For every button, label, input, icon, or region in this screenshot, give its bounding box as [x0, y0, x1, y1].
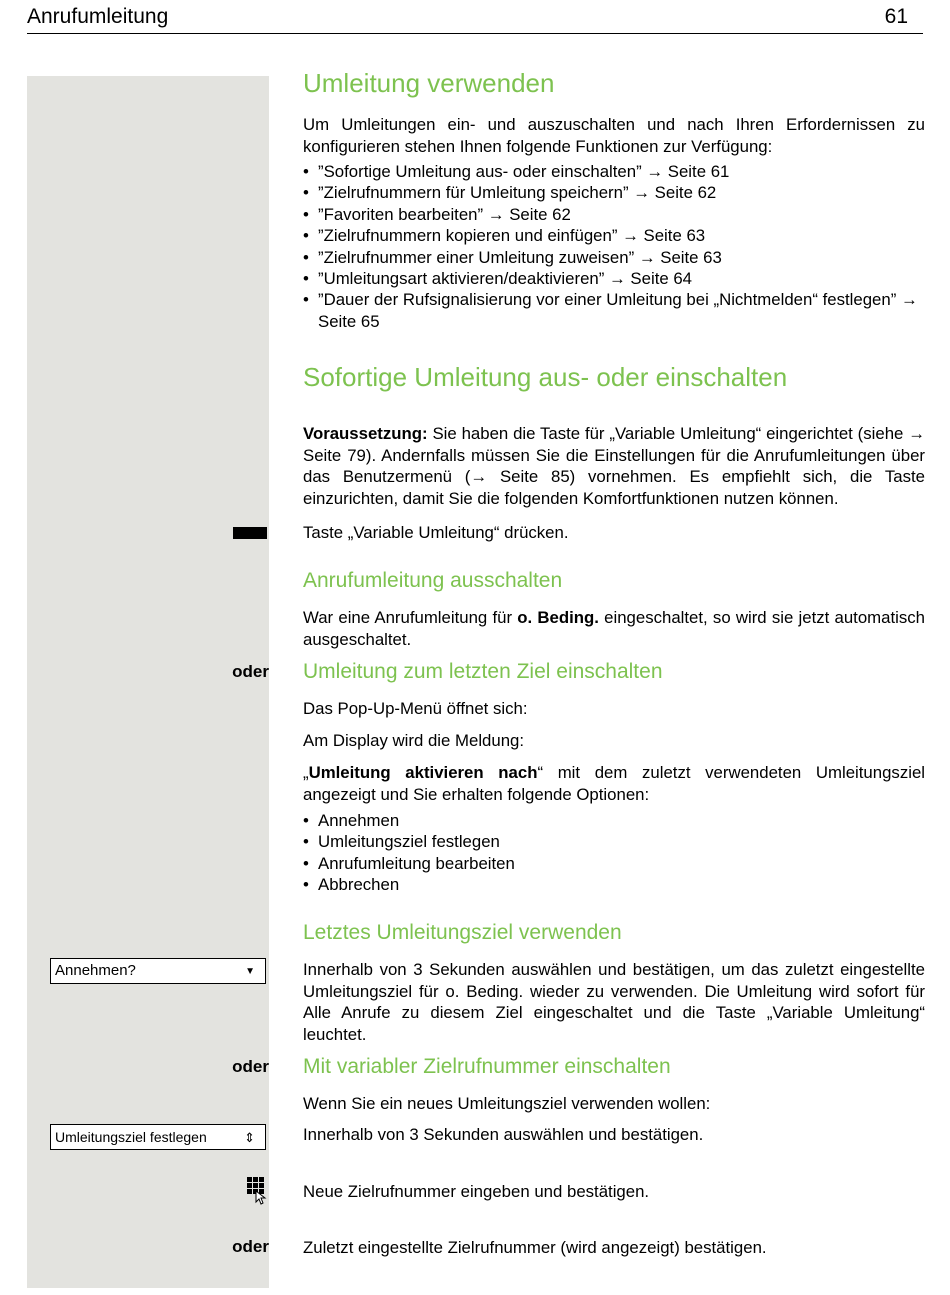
quote-open: „ — [303, 763, 309, 782]
section-intro: Um Umleitungen ein- und auszuschalten und nach Ihren Erfordernissen zu konfigurieren stehen Ihnen folgende Funktionen zur Verfügung: — [303, 115, 925, 156]
prerequisite-paragraph — [303, 423, 925, 509]
prerequisite-label: Voraussetzung: — [303, 424, 428, 443]
variable-text-4: Zuletzt eingestellte Zielrufnummer (wird angezeigt) bestätigen. — [303, 1238, 767, 1257]
subsection-title-letztes-umleitungsziel: Letztes Umleitungsziel verwenden — [303, 921, 622, 944]
function-list — [303, 161, 925, 332]
display-message-rest: “ mit dem zuletzt verwendeten Umleitungsziel angezeigt und Sie erhalten folgende Optionen: — [303, 763, 925, 804]
display-option-label: Annehmen? — [55, 962, 136, 979]
function-list-item: • ”Umleitungsart aktivieren/deaktivieren” → Seite 64 — [303, 268, 925, 289]
option-item: • Umleitungsziel festlegen — [303, 831, 925, 852]
subsection-title-variable-zielrufnummer: Mit variabler Zielrufnummer einschalten — [303, 1055, 671, 1078]
ausschalten-text-a: War eine Anrufumleitung für — [303, 608, 518, 627]
function-list-item: • ”Zielrufnummern für Umleitung speichern” → Seite 62 — [303, 182, 925, 203]
header-rule — [27, 33, 923, 34]
display-option-annehmen[interactable] — [50, 958, 266, 984]
page-number: 61 — [884, 5, 908, 28]
oder-label: oder — [232, 1057, 269, 1076]
subsection-title-letztes-ziel: Umleitung zum letzten Ziel einschalten — [303, 660, 663, 683]
ausschalten-text-b: eingeschaltet, so wird sie jetzt automatisch ausgeschaltet. — [303, 608, 925, 649]
function-list-item: • ”Dauer der Rufsignalisierung vor einer Umleitung bei „Nichtmelden“ festlegen” → Seite 65 — [303, 289, 925, 332]
option-item: • Abbrechen — [303, 874, 925, 895]
ausschalten-text-bold: o. Beding. — [517, 608, 599, 627]
prerequisite-text: Sie haben die Taste für „Variable Umleitung“ eingerichtet (siehe → Seite 79). Andernfalls müssen Sie die Einstellungen für die Anrufumleitungen über das Benutzermenü (→ Seite 85) vornehmen. Es empfiehlt sich, die Taste einzurichten, damit Sie die folgenden Komfortfunktionen nutzen können. — [303, 424, 925, 508]
display-text: Am Display wird die Meldung: — [303, 731, 525, 750]
option-item: • Annehmen — [303, 810, 925, 831]
letztes-ziel-text: Innerhalb von 3 Sekunden auswählen und bestätigen, um das zuletzt eingestellte Umleitungsziel für o. Beding. wieder zu verwenden. Die Umleitung wird sofort für Alle Anrufe zu diesem Ziel eingeschaltet und die Taste „Variable Umleitung“ leuchtet. — [303, 960, 925, 1044]
instruction-sidebar — [27, 76, 269, 1288]
variable-text-1: Wenn Sie ein neues Umleitungsziel verwenden wollen: — [303, 1094, 711, 1113]
section-title-umleitung-verwenden: Umleitung verwenden — [303, 68, 555, 98]
option-item: • Anrufumleitung bearbeiten — [303, 853, 925, 874]
display-message-bold: Umleitung aktivieren nach — [308, 763, 538, 782]
dropdown-arrow-icon: ▼ — [245, 966, 255, 977]
options-list — [303, 810, 925, 896]
popup-text: Das Pop-Up-Menü öffnet sich: — [303, 699, 528, 718]
variable-text-3: Neue Zielrufnummer eingeben und bestätigen. — [303, 1182, 650, 1201]
press-key-instruction: Taste „Variable Umleitung“ drücken. — [303, 523, 569, 542]
up-down-arrow-icon: ⇕ — [244, 1130, 255, 1145]
display-option-label: Umleitungsziel festlegen — [55, 1129, 207, 1145]
running-header-title: Anrufumleitung — [27, 5, 169, 28]
subsection-title-ausschalten: Anrufumleitung ausschalten — [303, 569, 563, 592]
function-list-item: • ”Zielrufnummern kopieren und einfügen” → Seite 63 — [303, 225, 925, 246]
display-message-text — [303, 762, 925, 805]
keypad-icon — [247, 1177, 269, 1205]
function-key-icon — [233, 527, 267, 539]
oder-label: oder — [232, 662, 269, 681]
display-option-umleitungsziel[interactable] — [50, 1124, 266, 1150]
function-list-item: • ”Sofortige Umleitung aus- oder einschalten” → Seite 61 — [303, 161, 925, 182]
function-list-item: • ”Zielrufnummer einer Umleitung zuweisen” → Seite 63 — [303, 247, 925, 268]
section-title-sofortige-umleitung: Sofortige Umleitung aus- oder einschalten — [303, 362, 788, 392]
function-list-item: • ”Favoriten bearbeiten” → Seite 62 — [303, 204, 925, 225]
ausschalten-text — [303, 607, 925, 650]
variable-text-2: Innerhalb von 3 Sekunden auswählen und bestätigen. — [303, 1125, 704, 1144]
oder-label: oder — [232, 1237, 269, 1256]
